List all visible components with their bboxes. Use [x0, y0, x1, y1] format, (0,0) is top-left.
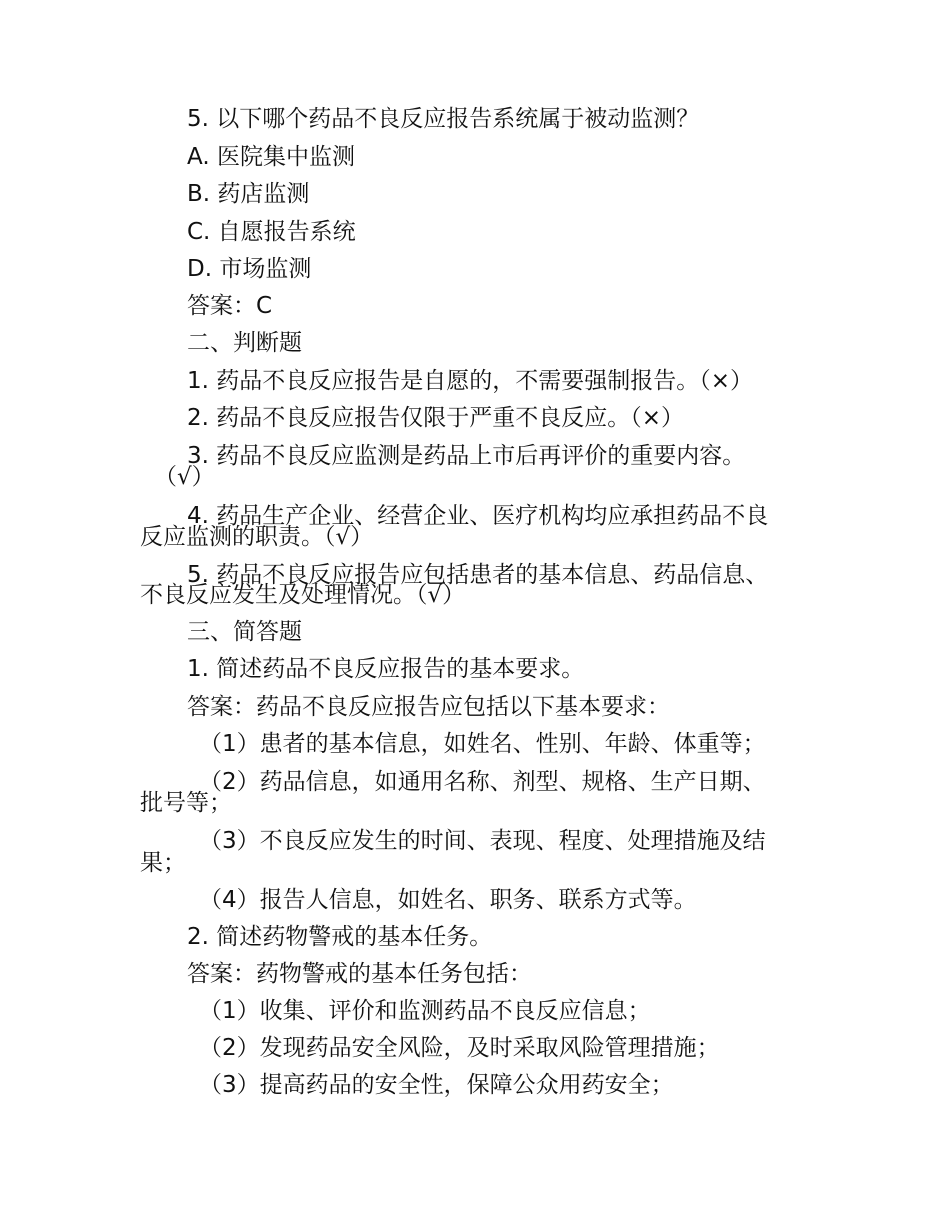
short-answer-question-2: 2. 简述药物警戒的基本任务。 [187, 924, 493, 950]
short-answer-1-item-4: （4）报告人信息，如姓名、职务、联系方式等。 [199, 887, 697, 913]
short-answer-2-item-2: （2）发现药品安全风险，及时采取风险管理措施； [199, 1035, 720, 1061]
short-answer-1-item-1: （1）患者的基本信息，如姓名、性别、年龄、体重等； [199, 731, 766, 757]
short-answer-1-item-3: （3）不良反应发生的时间、表现、程度、处理措施及结 [199, 828, 766, 854]
judgment-item-4-continued: 反应监测的职责。（√） [140, 524, 374, 550]
judgment-item-3: 3. 药品不良反应监测是药品上市后再评价的重要内容。 [187, 443, 746, 469]
option-b: B. 药店监测 [187, 181, 310, 207]
short-answer-2-item-1: （1）收集、评价和监测药品不良反应信息； [199, 998, 651, 1024]
short-answer-1-item-2: （2）药品信息，如通用名称、剂型、规格、生产日期、 [199, 769, 766, 795]
judgment-item-4: 4. 药品生产企业、经营企业、医疗机构均应承担药品不良 [187, 503, 769, 529]
judgment-item-3-mark: （√） [154, 464, 215, 490]
short-answer-question-1: 1. 简述药品不良反应报告的基本要求。 [187, 656, 585, 682]
section-heading-short-answer: 三、简答题 [187, 619, 302, 645]
judgment-item-5-continued: 不良反应发生及处理情况。（√） [140, 582, 466, 608]
short-answer-2-item-3: （3）提高药品的安全性，保障公众用药安全； [199, 1072, 674, 1098]
short-answer-1-item-2-continued: 批号等； [140, 790, 232, 816]
judgment-item-1: 1. 药品不良反应报告是自愿的，不需要强制报告。（×） [187, 368, 754, 394]
question-5-text: 5. 以下哪个药品不良反应报告系统属于被动监测？ [187, 106, 700, 132]
option-d: D. 市场监测 [187, 256, 312, 282]
short-answer-1-intro: 答案：药品不良反应报告应包括以下基本要求： [187, 694, 670, 720]
judgment-item-5: 5. 药品不良反应报告应包括患者的基本信息、药品信息、 [187, 562, 769, 588]
answer-line: 答案：C [187, 293, 273, 319]
short-answer-2-intro: 答案：药物警戒的基本任务包括： [187, 961, 532, 987]
section-heading-judgment: 二、判断题 [187, 330, 302, 356]
short-answer-1-item-3-continued: 果； [140, 850, 186, 876]
judgment-item-2: 2. 药品不良反应报告仅限于严重不良反应。（×） [187, 405, 685, 431]
option-a: A. 医院集中监测 [187, 144, 355, 170]
option-c: C. 自愿报告系统 [187, 219, 356, 245]
